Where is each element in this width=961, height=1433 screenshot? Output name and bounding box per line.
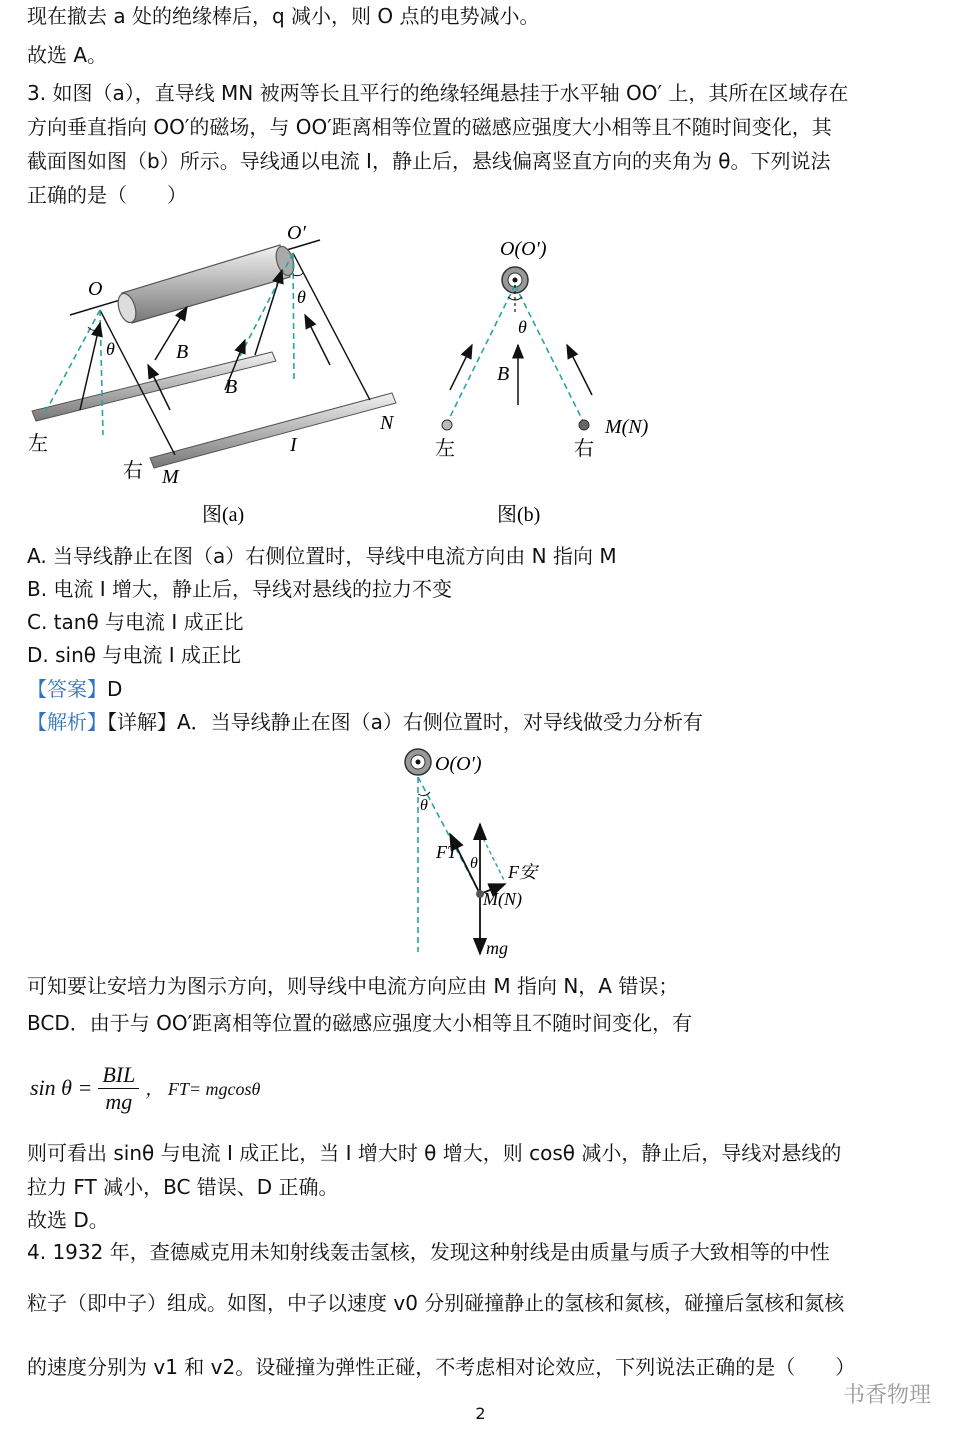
answer-value: D xyxy=(107,677,123,701)
svg-text:θ: θ xyxy=(470,855,478,872)
question-4-line: 的速度分别为 v1 和 v2。设碰撞为弹性正碰，不考虑相对论效应，下列说法正确的是（ ） xyxy=(27,1355,856,1379)
option-a: A. 当导线静止在图（a）右侧位置时，导线中电流方向由 N 指向 M xyxy=(27,544,617,568)
string xyxy=(293,253,370,400)
question-3-line: 3. 如图（a），直导线 MN 被两等长且平行的绝缘轻绳悬挂于水平轴 OO′ 上，其所在区域存在 xyxy=(27,81,849,105)
wire-MN xyxy=(150,393,396,468)
text-line: 故选 A。 xyxy=(27,43,108,67)
svg-text:右: 右 xyxy=(123,460,143,482)
svg-text:M(N): M(N) xyxy=(605,416,649,438)
svg-text:N: N xyxy=(380,412,394,434)
svg-text:B: B xyxy=(497,363,510,385)
formula: sin θ = BIL mg ， FT= mgcosθ xyxy=(30,1061,261,1114)
svg-text:mg: mg xyxy=(486,938,508,958)
explanation-line: 【解析】【详解】A．当导线静止在图（a）右侧位置时，对导线做受力分析有 xyxy=(27,710,703,734)
watermark: 书香物理 xyxy=(842,1383,931,1408)
svg-text:F安: F安 xyxy=(508,862,537,882)
svg-text:θ: θ xyxy=(106,339,115,359)
right-position xyxy=(579,420,589,430)
question-4-line: 4. 1932 年，查德威克用未知射线轰击氢核，发现这种射线是由质量与质子大致相等的中性 xyxy=(27,1240,830,1264)
explanation-line: 故选 D。 xyxy=(27,1208,109,1232)
svg-text:右: 右 xyxy=(574,438,594,460)
force-diagram xyxy=(380,742,580,962)
label-O: O xyxy=(88,278,103,300)
figure-a-b xyxy=(0,215,961,535)
figure-b-caption: 图(b) xyxy=(497,504,541,526)
svg-text:θ: θ xyxy=(420,797,428,814)
option-c: C. tanθ 与电流 I 成正比 xyxy=(27,610,244,634)
left-rod xyxy=(32,352,276,421)
option-d: D. sinθ 与电流 I 成正比 xyxy=(27,643,241,667)
question-4-line: 粒子（即中子）组成。如图，中子以速度 v0 分别碰撞静止的氢核和氮核，碰撞后氢核和氮核 xyxy=(27,1291,845,1315)
svg-text:θ: θ xyxy=(297,287,306,307)
axis-cylinder xyxy=(115,244,297,324)
option-b: B. 电流 I 增大，静止后，导线对悬线的拉力不变 xyxy=(27,577,453,601)
svg-text:左: 左 xyxy=(435,438,455,460)
svg-text:I: I xyxy=(290,434,297,456)
answer-line xyxy=(27,676,122,702)
answer-tag: 【答案】 xyxy=(27,677,107,701)
svg-text:M(N): M(N) xyxy=(483,889,522,909)
left-position xyxy=(442,420,452,430)
explanation-line: 拉力 FT 减小，BC 错误、D 正确。 xyxy=(27,1175,339,1199)
figure-a-caption: 图(a) xyxy=(202,504,245,526)
explanation-line: BCD．由于与 OO′距离相等位置的磁感应强度大小相等且不随时间变化，有 xyxy=(27,1011,693,1035)
label-O-prime: O′ xyxy=(287,222,306,244)
question-3-line: 正确的是（ ） xyxy=(27,183,187,207)
svg-text:θ: θ xyxy=(518,317,527,337)
text-line: 现在撤去 a 处的绝缘棒后，q 减小，则 O 点的电势减小。 xyxy=(27,4,540,28)
svg-text:B: B xyxy=(176,341,189,363)
svg-text:M: M xyxy=(162,466,179,488)
svg-text:左: 左 xyxy=(28,433,48,455)
fraction: BIL mg xyxy=(98,1062,139,1115)
question-3-line: 截面图如图（b）所示。导线通以电流 I，静止后，悬线偏离竖直方向的夹角为 θ。下列说法 xyxy=(27,149,831,173)
svg-text:O(O′): O(O′) xyxy=(435,753,482,775)
label-O-O-prime: O(O′) xyxy=(500,238,547,260)
explanation-line: 可知要让安培力为图示方向，则导线中电流方向应由 M 指向 N，A 错误； xyxy=(27,974,679,998)
explanation-line: 则可看出 sinθ 与电流 I 成正比，当 I 增大时 θ 增大，则 cosθ 减小，静止后，导线对悬线的 xyxy=(27,1141,842,1165)
question-3-line: 方向垂直指向 OO′的磁场，与 OO′距离相等位置的磁感应强度大小相等且不随时间变化，其 xyxy=(27,115,832,139)
svg-text:FT: FT xyxy=(436,842,458,862)
page-number: 2 xyxy=(475,1404,486,1423)
explanation-tag: 【解析】 xyxy=(27,710,107,734)
svg-text:B: B xyxy=(225,376,238,398)
